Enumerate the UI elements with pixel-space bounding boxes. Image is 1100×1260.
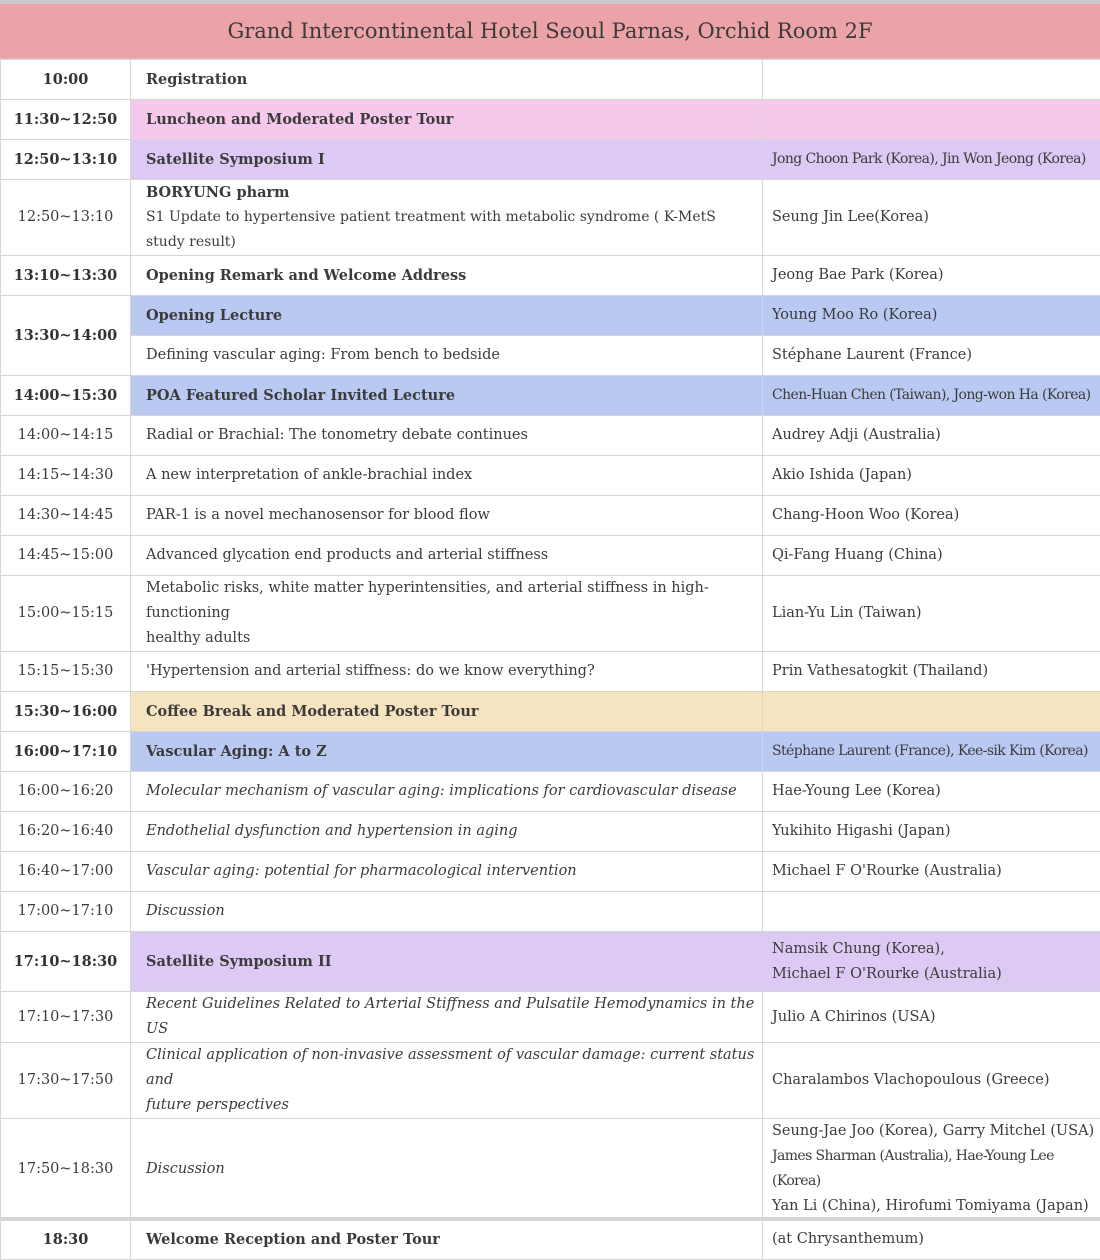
table-row <box>1 376 1100 416</box>
venue-header <box>0 4 1100 59</box>
table-row <box>1 812 1100 852</box>
session-title: Vascular Aging: A to Z <box>131 732 763 772</box>
table-row <box>1 100 1100 140</box>
sponsor-name: BORYUNG pharm <box>146 180 758 205</box>
table-row <box>1 536 1100 576</box>
program-table <box>0 59 1100 1260</box>
talk-subtitle: S1 Update to hypertensive patient treatment with metabolic syndrome ( K-MetS study result) <box>146 205 758 255</box>
panel-line: James Sharman (Australia), Hae-Young Lee (Korea) <box>772 1144 1098 1194</box>
talk-title-line: Clinical application of non-invasive assessment of vascular damage: current status and <box>146 1043 758 1093</box>
table-row <box>1 1220 1100 1260</box>
table-row <box>1 416 1100 456</box>
talk-title: A new interpretation of ankle-brachial index <box>131 456 763 496</box>
talk-title: Molecular mechanism of vascular aging: implications for cardiovascular disease <box>131 772 763 812</box>
table-row <box>1 652 1100 692</box>
talk-title: Discussion <box>131 892 763 932</box>
session-title: Registration <box>131 60 763 100</box>
table-row <box>1 852 1100 892</box>
table-row <box>1 60 1100 100</box>
table-row <box>1 296 1100 336</box>
talk-title: PAR-1 is a novel mechanosensor for blood flow <box>131 496 763 536</box>
chair-cell: Jong Choon Park (Korea), Jin Won Jeong (Korea) <box>763 140 1100 180</box>
panel-cell <box>763 1119 1100 1220</box>
talk-title <box>131 1043 763 1119</box>
speaker-cell: Julio A Chirinos (USA) <box>763 992 1100 1043</box>
time-cell: 15:00~15:15 <box>1 576 131 652</box>
talk-title: Vascular aging: potential for pharmacological intervention <box>131 852 763 892</box>
talk-title <box>131 576 763 652</box>
time-cell: 11:30~12:50 <box>1 100 131 140</box>
venue-title: Grand Intercontinental Hotel Seoul Parnas, Orchid Room 2F <box>227 19 872 43</box>
session-title: Satellite Symposium I <box>131 140 763 180</box>
table-row <box>1 1043 1100 1119</box>
chair-cell: Chen-Huan Chen (Taiwan), Jong-won Ha (Korea) <box>763 376 1100 416</box>
time-cell: 14:00~14:15 <box>1 416 131 456</box>
chair-cell: Stéphane Laurent (France), Kee-sik Kim (Korea) <box>763 732 1100 772</box>
panel-line: Seung-Jae Joo (Korea), Garry Mitchel (USA) <box>772 1119 1098 1144</box>
speaker-cell: Yukihito Higashi (Japan) <box>763 812 1100 852</box>
speaker-cell: Hae-Young Lee (Korea) <box>763 772 1100 812</box>
speaker-cell: (at Chrysanthemum) <box>763 1220 1100 1260</box>
speaker-cell: Michael F O'Rourke (Australia) <box>763 852 1100 892</box>
talk-title: Discussion <box>131 1119 763 1220</box>
time-cell: 16:00~17:10 <box>1 732 131 772</box>
session-title: Opening Lecture <box>131 296 763 336</box>
talk-title: Advanced glycation end products and arterial stiffness <box>131 536 763 576</box>
time-cell: 14:15~14:30 <box>1 456 131 496</box>
table-row <box>1 692 1100 732</box>
speaker-cell: Qi-Fang Huang (China) <box>763 536 1100 576</box>
chair-cell: Young Moo Ro (Korea) <box>763 296 1100 336</box>
speaker-cell: Chang-Hoon Woo (Korea) <box>763 496 1100 536</box>
table-row <box>1 496 1100 536</box>
talk-title: 'Hypertension and arterial stiffness: do we know everything? <box>131 652 763 692</box>
time-cell: 14:30~14:45 <box>1 496 131 536</box>
time-cell: 17:10~18:30 <box>1 932 131 992</box>
talk-title: Defining vascular aging: From bench to bedside <box>131 336 763 376</box>
time-cell: 14:45~15:00 <box>1 536 131 576</box>
time-cell: 16:00~16:20 <box>1 772 131 812</box>
speaker-cell: Akio Ishida (Japan) <box>763 456 1100 496</box>
table-row <box>1 992 1100 1043</box>
table-row <box>1 932 1100 992</box>
time-cell: 12:50~13:10 <box>1 180 131 256</box>
speaker-cell: Stéphane Laurent (France) <box>763 336 1100 376</box>
speaker-cell <box>763 892 1100 932</box>
speaker-cell: Audrey Adji (Australia) <box>763 416 1100 456</box>
chair-line: Namsik Chung (Korea), <box>772 937 1098 962</box>
chair-line: Michael F O'Rourke (Australia) <box>772 962 1098 987</box>
time-cell: 10:00 <box>1 60 131 100</box>
time-cell: 17:50~18:30 <box>1 1119 131 1220</box>
time-cell: 12:50~13:10 <box>1 140 131 180</box>
table-row <box>1 336 1100 376</box>
time-cell: 17:10~17:30 <box>1 992 131 1043</box>
time-cell: 16:20~16:40 <box>1 812 131 852</box>
speaker-cell: Lian-Yu Lin (Taiwan) <box>763 576 1100 652</box>
talk-title <box>131 180 763 256</box>
table-row <box>1 576 1100 652</box>
speaker-cell: Jeong Bae Park (Korea) <box>763 256 1100 296</box>
talk-title-line: Metabolic risks, white matter hyperintensities, and arterial stiffness in high-functioning <box>146 576 758 626</box>
speaker-cell: Prin Vathesatogkit (Thailand) <box>763 652 1100 692</box>
table-row <box>1 456 1100 496</box>
time-cell: 15:30~16:00 <box>1 692 131 732</box>
table-row <box>1 732 1100 772</box>
time-cell: 16:40~17:00 <box>1 852 131 892</box>
talk-title: Radial or Brachial: The tonometry debate continues <box>131 416 763 456</box>
table-row <box>1 180 1100 256</box>
session-title: Opening Remark and Welcome Address <box>131 256 763 296</box>
speaker-cell <box>763 692 1100 732</box>
session-title: Satellite Symposium II <box>131 932 763 992</box>
session-title: Welcome Reception and Poster Tour <box>131 1220 763 1260</box>
table-row <box>1 892 1100 932</box>
time-cell: 14:00~15:30 <box>1 376 131 416</box>
talk-title: Endothelial dysfunction and hypertension in aging <box>131 812 763 852</box>
speaker-cell: Charalambos Vlachopoulous (Greece) <box>763 1043 1100 1119</box>
time-cell: 17:00~17:10 <box>1 892 131 932</box>
time-cell: 17:30~17:50 <box>1 1043 131 1119</box>
session-title: POA Featured Scholar Invited Lecture <box>131 376 763 416</box>
talk-title-line: future perspectives <box>146 1093 758 1118</box>
talk-title-line: healthy adults <box>146 626 758 651</box>
time-cell: 18:30 <box>1 1220 131 1260</box>
speaker-cell: Seung Jin Lee(Korea) <box>763 180 1100 256</box>
speaker-cell <box>763 60 1100 100</box>
speaker-cell <box>763 100 1100 140</box>
panel-line: Yan Li (China), Hirofumi Tomiyama (Japan) <box>772 1194 1098 1219</box>
time-cell: 13:10~13:30 <box>1 256 131 296</box>
table-row <box>1 1119 1100 1220</box>
time-cell: 13:30~14:00 <box>1 296 131 376</box>
session-title: Coffee Break and Moderated Poster Tour <box>131 692 763 732</box>
chair-cell <box>763 932 1100 992</box>
table-row <box>1 772 1100 812</box>
table-row <box>1 256 1100 296</box>
table-row <box>1 140 1100 180</box>
time-cell: 15:15~15:30 <box>1 652 131 692</box>
session-title: Luncheon and Moderated Poster Tour <box>131 100 763 140</box>
talk-title: Recent Guidelines Related to Arterial Stiffness and Pulsatile Hemodynamics in the US <box>131 992 763 1043</box>
